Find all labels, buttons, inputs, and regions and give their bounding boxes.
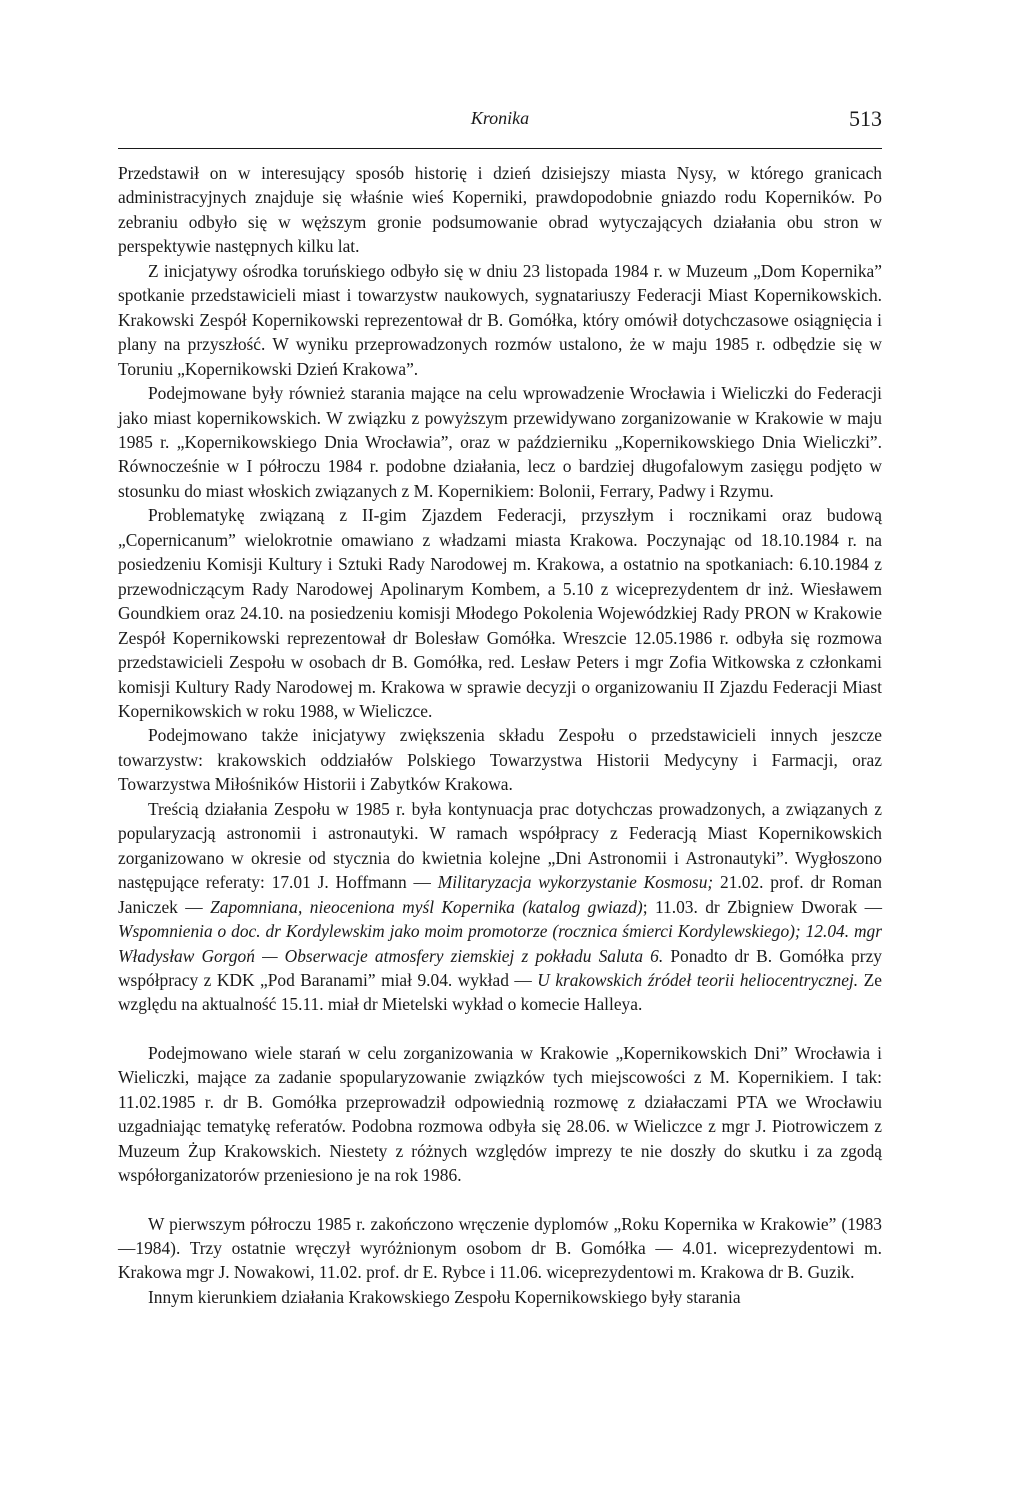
running-head: Kronika xyxy=(470,108,530,128)
referat-title-3: Wspomnienia o doc. dr Kordylewskim jako moim promotorze (rocznica śmierci Kordylewskiego); 12.04. mgr Władysław Gorgoń — Obserwacje atmosfery ziemskiej z pokładu Saluta 6. xyxy=(118,921,882,966)
paragraph-6 xyxy=(118,797,882,1017)
page-header xyxy=(118,104,882,149)
paragraph-6-mid-3: Ponadto dr B. Gomółka przy współpracy z KDK „Pod Baranami” miał 9.04. wykład — xyxy=(118,945,882,990)
paragraph-9: Innym kierunkiem działania Krakowskiego Zespołu Kopernikowskiego były starania xyxy=(148,1286,741,1307)
referat-title-2: Zapomniana, nieoceniona myśl Kopernika (katalog gwiazd) xyxy=(210,896,643,917)
paragraph-6-text-after: Ze względu na aktualność 15.11. miał dr Mietelski wykład o komecie Halleya. xyxy=(118,969,882,1015)
page-number: 513 xyxy=(849,106,882,131)
paragraph-6-mid-1: 21.02. prof. dr Roman Janiczek — xyxy=(118,872,882,917)
lecture-title: U krakowskich źródeł teorii heliocentrycznej. xyxy=(537,969,859,990)
paragraph-6-mid-2: ; 11.03. dr Zbigniew Dworak — xyxy=(642,896,882,917)
document-page xyxy=(118,104,882,1309)
paragraph-3: Podejmowane były również starania mające na celu wprowadzenie Wrocławia i Wieliczki do Federacji jako miast kopernikowskich. W związku z powyższym przewidywano zorganizowanie w Krakowie w maju 1985 r. „Kopernikowskiego Dnia Wrocławia”, oraz w październiku „Kopernikowskiego Dnia Wieliczki”. Równocześnie w I półroczu 1984 r. podobne działania, lecz o bardziej długofalowym zasięgu podjęto w stosunku do miast włoskich związanych z M. Kopernikiem: Bolonii, Ferrary, Padwy i Rzymu. xyxy=(118,383,882,501)
body-text xyxy=(118,161,882,1309)
paragraph-8: W pierwszym półroczu 1985 r. zakończono wręczenie dyplomów „Roku Kopernika w Krakowie” (1983—1984). Trzy ostatnie wręczył wyróżnionym osobom dr B. Gomółka — 4.01. wiceprezydentowi m. Krakowa mgr J. Nowakowi, 11.02. prof. dr E. Rybce i 11.06. wiceprezydentowi m. Krakowa dr B. Guzik. xyxy=(118,1213,882,1283)
paragraph-4: Problematykę związaną z II-gim Zjazdem Federacji, przyszłym i rocznikami oraz budową „Copernicanum” wielokrotnie omawiano z władzami miasta Krakowa. Poczynając od 18.10.1984 r. na posiedzeniu Komisji Kultury i Sztuki Rady Narodowej m. Krakowa, a ostatnio na spotkaniach: 6.10.1984 z przewodniczącym Rady Narodowej Apolinarym Kombem, a 5.10 z wiceprezydentem dr inż. Wiesławem Goundkiem oraz 24.10. na posiedzeniu komisji Młodego Pokolenia Wojewódzkiej Rady PRON w Krakowie Zespół Kopernikowski reprezentował dr Bolesław Gomółka. Wreszcie 12.05.1986 r. odbyła się rozmowa przedstawicieli Zespołu w osobach dr B. Gomółka, red. Lesław Peters i mgr Zofia Witkowska z członkami komisji Kultury Rady Narodowej m. Krakowa w sprawie decyzji o organizowaniu II Zjazdu Federacji Miast Kopernikowskich w roku 1988, w Wieliczce. xyxy=(118,505,882,721)
paragraph-2: Z inicjatywy ośrodka toruńskiego odbyło się w dniu 23 listopada 1984 r. w Muzeum „Dom Kopernika” spotkanie przedstawicieli miast i towarzystw naukowych, sygnatariuszy Federacji Miast Kopernikowskich. Krakowski Zespół Kopernikowski reprezentował dr B. Gomółka, który omówił dotychczasowe osiągnięcia i plany na przyszłość. W wyniku przeprowadzonych rozmów ustalono, że w maju 1985 r. odbędzie się w Toruniu „Kopernikowski Dzień Krakowa”. xyxy=(118,260,882,379)
paragraph-1: Przedstawił on w interesujący sposób historię i dzień dzisiejszy miasta Nysy, w którego granicach administracyjnych znajduje się właśnie wieś Koperniki, prawdopodobnie gniazdo rodu Koperników. Po zebraniu odbyło się w węższym gronie podsumowanie obrad wytyczających działania obu stron w perspektywie następnych kilku lat. xyxy=(118,163,882,257)
paragraph-5: Podejmowano także inicjatywy zwiększenia składu Zespołu o przedstawicieli innych jeszcze towarzystw: krakowskich oddziałów Polskiego Towarzystwa Historii Medycyny i Farmacji, oraz Towarzystwa Miłośników Historii i Zabytków Krakowa. xyxy=(118,725,882,795)
referat-title-1: Militaryzacja wykorzystanie Kosmosu; xyxy=(437,872,714,893)
paragraph-6-text-before: Treścią działania Zespołu w 1985 r. była kontynuacja prac dotychczas prowadzonych, a związanych z popularyzacją astronomii i astronautyki. W ramach współpracy z Federacją Miast Kopernikowskich zorganizowano w okresie od stycznia do kwietnia kolejne „Dni Astronomii i Astronautyki”. Wygłoszono następujące referaty: 17.01 J. Hoffmann — xyxy=(118,798,882,893)
paragraph-7: Podejmowano wiele starań w celu zorganizowania w Krakowie „Kopernikowskich Dni” Wrocławia i Wieliczki, mające za zadanie spopularyzowanie związków tych miejscowości z M. Kopernikiem. I tak: 11.02.1985 r. dr B. Gomółka przeprowadził odpowiednią rozmowę z działaczami PTA we Wrocławiu uzgadniając tematykę referatów. Podobna rozmowa odbyła się 28.06. w Wieliczce z mgr J. Piotrowiczem z Muzeum Żup Krakowskich. Niestety z różnych względów imprezy te nie doszły do skutku i za zgodą współorganizatorów przeniesiono je na rok 1986. xyxy=(118,1042,882,1186)
